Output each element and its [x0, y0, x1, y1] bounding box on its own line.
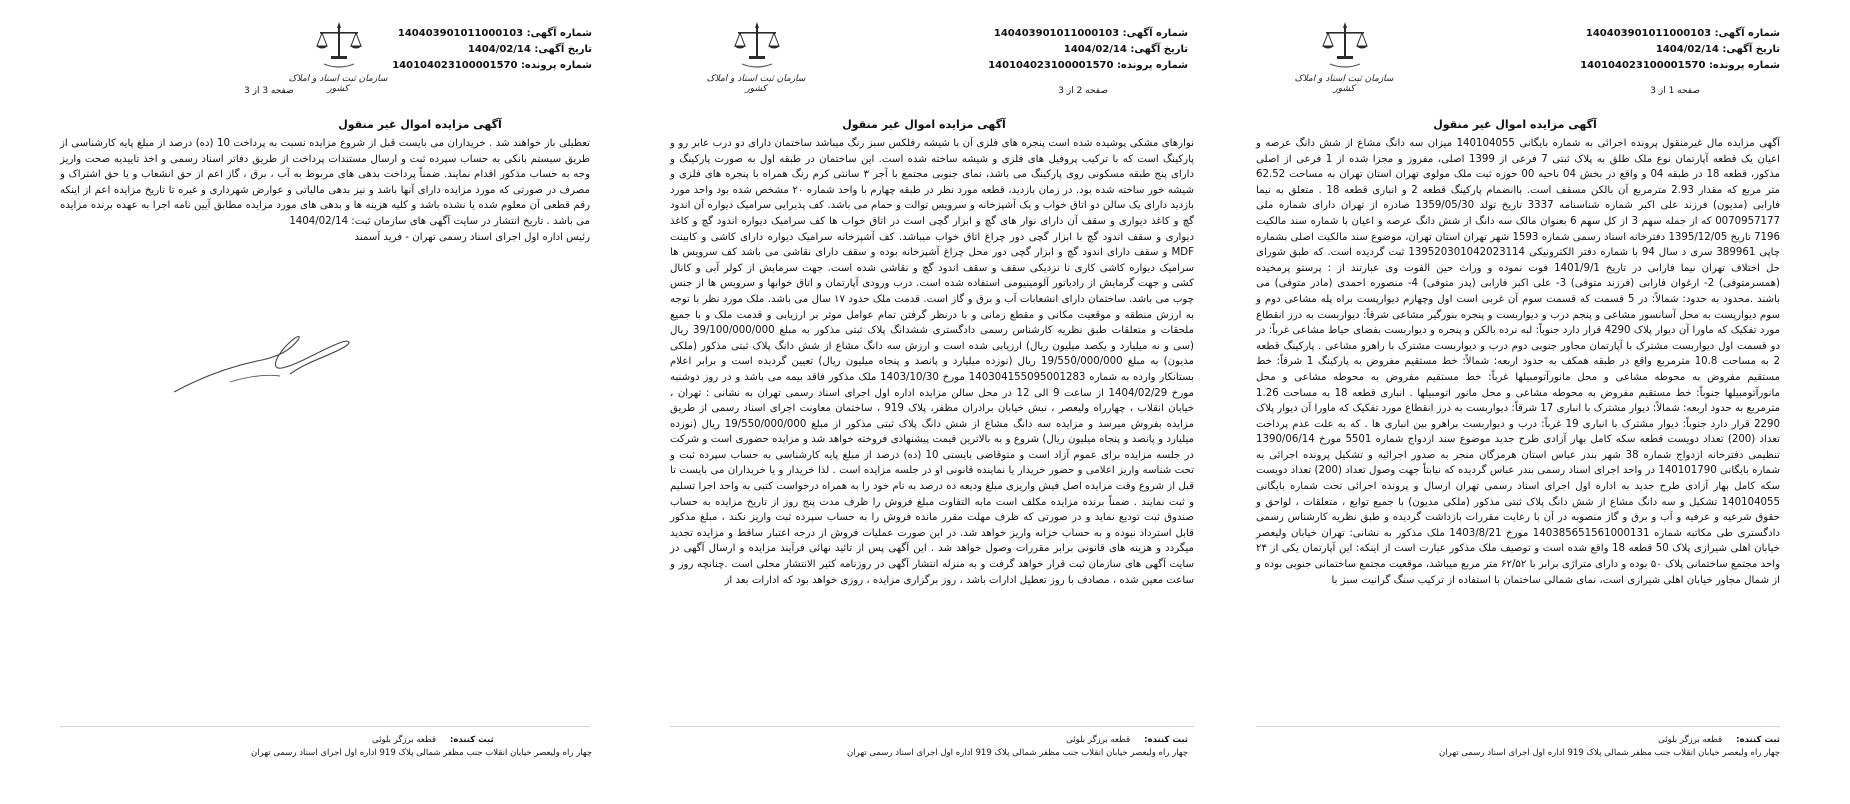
- file-number: 140104023100001570: [1580, 60, 1706, 71]
- notice-number: 140403901011000103: [1585, 28, 1712, 39]
- registrar: ثبت کننده:قطعه برزگر بلوئی: [372, 735, 494, 745]
- judiciary-emblem-icon: [722, 18, 792, 74]
- notice-meta: شماره آگهی: 140403901011000103 تاریخ آگهی: 1404/02/14 شماره پرونده: 140104023100001570: [988, 28, 1188, 71]
- notice-body: آگهی مزایده مال غیرمنقول پرونده اجرائی به شماره بایگانی 140104055 میزان سه دانگ مشاع از شش دانگ عرصه و اعیان یک قطعه آپارتمان نوع ملک طلق به پلاک ثبتی 7 فرعی از 1399 اصلی، مفروز و مجزا شده از 1 فرعی از اصلی مذکور، قطعه 18 در طبقه 04 و واقع در بخش 04 ناحیه 00 حوزه ثبت ملک مولوی تهران استان تهران به مساحت 62.52 متر مربع که مقدار 2.93 مترمربع آن بالکن مسقف است. باانضمام پارکینگ قطعه 2 و انباری قطعه 18 . متعلق به نیما فارابی (مدیون) فرزند علی اکبر شماره شناسنامه 3337 تاریخ تولد 1359/05/30 صادره از تهران دارای شماره ملی 0070957177 که از جمله سهم 3 از کل سهم 6 بعنوان مالک سه دانگ از شش دانگ عرصه و اعیان با شماره سند مالکیت 7196 تاریخ 1395/12/05 دفترخانه اسناد رسمی شماره 1593 شهر تهران استان تهران، موضوع سند مالکیت اصلی بشماره چاپی 389961 سری د سال 94 با شماره دفتر الکترونیکی 139520301042023114 ثبت گردیده است. که طبق شورای حل اختلاف تهران نیما فارابی در تاریخ 1401/9/1 فوت نموده و وراث حین الفوت وی عبارتند از : پرستو پرمخیده (همسرمتوفی) 2- ارغوان فارابی (فرزند متوفی) 3- علی اکبر فارابی (پدر متوفی) 4- منصوره احمدی (مادر متوفی) می باشند .محدود به حدود: شمالاً: در 5 قسمت که قسمت سوم آن غربی است اول وچهارم دیوارپست براه پله مشاعی دوم و سوم دیوارپست به محل آسانسور مشاعی و پنجم درب و دیواربست و پنجره بنورگیر مشاعی شرقاً: دیواربست به درز انقطاع مورد تفکیک که ماورا آن دیوار پلاک 4290 قرار دارد جنوباً: لبه نرده بالکن و پنجره و دیواربست بفضای حیاط مشاعی غرباً: در دو قسمت اول دیواربست مشترک با آپارتمان مجاور جنوبی دوم درب و دیواربست مشترک با راهرو مشاعی . پارکینگ قطعه 2 به مساحت 10.8 مترمربع واقع در طبقه همکف به حدود اربعه: شمالاً: خط مستقیم مفروض به پارکینگ 1 شرقاً: خط مستقیم مفروض به محوطه مشاعی و محل مانورآتومبیلها غرباً: خط مستقیم مفروض به محوطه مشاعی و محل مانورآتومبیلها جنوباً: خط مستقیم مفروض به محوطه مشاعی و محل مانور اتومبیلها . انباری قطعه 18 به مساحت 1.26 مترمربع به حدود اربعه: شمالاً: دیوار مشترک با انباری 17 شرقاً: دیواربست به درز انقطاع مورد تفکیک که ماورا آن دیوار پلاک 2290 قرار دارد جنوباً: دیوار مشترک با انباری 19 غرباً: درب و دیواربست براهرو بین انباری ها . که به علت عدم پرداخت تعداد (200) تعداد دویست قطعه سکه کامل بهار آزادی طرح جدید موضوع سند ازدواج شماره 5501 مورخ 1390/06/14 تنظیمی دفترخانه ازدواج شماره 38 شهر بندر عباس استان هرمزگان منجر به صدور اجرائیه و تشکیل پرونده اجرائی به شماره بایگانی 140101790 در واحد اجرای اسناد رسمی بندر عباس گردیده که نیابتاً جهت وصول تعداد (200) تعداد دویست سکه کامل بهار آزادی طرح جدید به اداره اول اجرای اسناد رسمی تهران ارسال و پرونده اجرائی تحت شماره بایگانی 140104055 تشکیل و سه دانگ مشاع از شش دانگ پلاک ثبتی مذکور (ملکی مدیون) با جمیع توابع ، متعلقات ، لواحق و حقوق شرعیه و عرفیه و آب و برق و گاز منصوبه در آن با رعایت مقررات بازداشت گردیده و طبق نظریه کارشناس رسمی دادگستری طی مکاتبه شماره 140385651561000131 مورخ 1403/8/21 ملک مذکور به نشانی: تهران خیابان ولیعصر خیابان اهلی شیرازی پلاک 50 قطعه 18 واقع شده است و توصیف ملک مذکور عبارت است از اینکه: این آپارتمان یکی از ۲۴ واحد مجتمع ساختمانی پلاک ۵۰ بوده و دارای متراژی برابر با ۶۲/۵۲ متر مربع میباشد، موقعیت مجتمع ساختمانی جنوبی بوده و از شمال مجاور خیابان اهلی شیرازی است، نمای شمالی ساختمان با استفاده از ترکیب سنگ گرانیت سبز با: [1256, 138, 1781, 586]
- notice-title: آگهی مزایده اموال غیر منقول: [842, 118, 1006, 131]
- footer-divider: [670, 726, 1194, 727]
- judiciary-emblem-icon: [1310, 18, 1380, 74]
- page-number: صفحه 1 از 3: [1650, 86, 1700, 96]
- notice-body: نوارهای مشکی پوشیده شده است پنجره های فلزی آن با شیشه رفلکس سبز رنگ میباشد ساختمان دارای دو درب عابر رو و پارکینگ است که با ترکیب پروفیل های فلزی و شیشه ساخته شده است. این ساختمان در طبقه اول به صورت پارکینگ و دارای پنج طبقه مسکونی روی پارکینگ می باشد، نمای جنوبی مجتمع با آجر ۳ سانتی کرم رنگ همراه با پنجره های فلزی و شیشه خور ساخته شده بود. در زمان بازدید، قطعه مورد نظر در طبقه چهارم با واحد شماره ۲۰ مشخص شده بود واحد مورد بازدید دارای یک سالن دو اتاق خواب و یک آشپزخانه و سرویس توالت و حمام می باشد. کف پذیرایی سرامیک دیواره آن اندود گچ و کاغذ دیواری و سقف آن دارای نوار های گچ و ابزار گچی است در اتاق خواب ها کف سرامیک دیواره اندود گچ و کاغذ دیواری و سقف اندود گچ با ابزار گچی دور چراغ اتاق خواب میباشد. کف آشپزخانه سرامیک دیواره دارای کاشی و کابینت MDF و سقف دارای اندود گچ و ابزار گچی دور محل چراغ آشپزخانه بوده و سقف دارای نقاشی می باشد کف سرویس ها سرامیک دیواره کاشی کاری تا نزدیکی سقف و سقف اندود گچ و نقاشی شده است. جهت سرمایش از کولر آبی و کانال کشی و جهت گرمایش از رادیاتور آلومینیومی استفاده شده است. درب ورودی آپارتمان و اتاق خوابها و سرویس ها از جنس چوب می باشد. ساختمان دارای انشعابات آب و برق و گاز است. قدمت ملک حدود ۱۷ سال می باشد. ملک مورد نظر با توجه به ارزش منطقه و موقعیت مکانی و مقطع زمانی و با درنظر گرفتن تمام عوامل موثر بر ارزیابی و قدمت ملک و با جمیع ملحقات و متعلقات طبق نظریه کارشناس رسمی دادگستری ششدانگ پلاک ثبتی مذکور به مبلغ 39/100/000/000 ریال (سی و نه میلیارد و یکصد میلیون ریال) ارزیابی شده است و ارزش سه دانگ مشاع از شش دانگ پلاک ثبتی مذکور (ملکی مدیون) به مبلغ 19/550/000/000 ریال (نوزده میلیارد و پانصد و پنجاه میلیون ریال) تعیین گردیده است و برابر اعلام بستانکار وارده به شماره 140304155095001283 مورخ 1403/10/30 ملک مذکور فاقد بیمه می باشد و در روز دوشنبه مورخ 1404/02/29 از ساعت 9 الی 12 در محل سالن مزایده اداره اول اجرای اسناد رسمی تهران به نشانی : تهران ، خیابان انقلاب ، چهارراه ولیعصر ، نبش خیابان برادران مظفر، پلاک 919 ، ساختمان معاونت اجرای اسناد رسمی از طریق مزایده بفروش میرسد و مزایده سه دانگ مشاع از شش دانگ پلاک ثبتی مذکور از مبلغ 19/550/000/000 ریال (نوزده میلیارد و پانصد و پنجاه میلیون ریال) شروع و به بالاترین قیمت پیشنهادی فروخته خواهد شد و مزایده حضوری است و شرکت در جلسه مزایده برای عموم آزاد است و متوقاضی بایستی 10 (ده) درصد از مبلغ پایه کارشناسی به حساب سپرده ثبت و تحت شناسه واریز اعلامی و حضور خریدار یا نماینده قانونی او در جلسه مزایده است . لذا خریدار و یا خریداران می بایست تا قبل از شروع وقت مزایده اصل فیش واریزی مبلغ ودیعه ده درصد به نام خود را به همراه درخواست کتبی به واحد اجرا تسلیم و ثبت نمایند . ضمناً برنده مزایده مکلف است مابه التفاوت مبلغ فروش را ظرف مدت پنج روز از تاریخ مزایده به حساب صندوق ثبت تودیع نماید و در صورتی که ظرف مهلت مقرر مانده فروش را به حساب سپرده ثبت واریز نکند ، مبلغ مذکور قابل استرداد نبوده و به حساب خزانه واریز خواهد شد. در این صورت عملیات فروش از درجه اعتبار ساقط و مزایده تجدید میگردد و هزینه های قانونی برابر مقررات وصول خواهد شد . این آگهی پس از تائید نهائی فرآیند مزایده و ارسال آگهی در سایت آگهی های سازمان ثبت قرار خواهد گرفت و به منزله انتشار آگهی در روزنامه کثیر الانتشار محلی است .چنانچه روز و ساعت معین شده ، مصادف با روز تعطیل ادارات باشد ، روز برگزاری مزایده ، روزی خواهد بود که ادارات بعد از: [670, 138, 1195, 586]
- file-number: 140104023100001570: [392, 60, 518, 71]
- page-number: صفحه 3 از 3: [244, 86, 294, 96]
- handwritten-signature: [170, 330, 360, 400]
- notice-title: آگهی مزایده اموال غیر منقول: [1433, 118, 1597, 131]
- registrar: ثبت کننده:قطعه برزگر بلوئی: [1658, 735, 1780, 745]
- footer-divider: [1256, 726, 1780, 727]
- office-address: چهار راه ولیعصر خیابان انقلاب جنب مظفر شمالی پلاک 919 اداره اول اجرای اسناد رسمی تهران: [1439, 748, 1780, 758]
- notice-meta: شماره آگهی: 140403901011000103 تاریخ آگهی: 1404/02/14 شماره پرونده: 140104023100001570: [1580, 28, 1780, 71]
- notice-page-2: [660, 0, 1260, 804]
- notice-number: 140403901011000103: [397, 28, 524, 39]
- notice-date: 1404/02/14: [467, 44, 531, 55]
- notice-date: 1404/02/14: [1655, 44, 1719, 55]
- org-name: سازمان ثبت اسناد و املاک کشور: [706, 74, 806, 94]
- notice-body: تعطیلی باز خواهند شد . خریداران می بایست قبل از شروع مزایده نسبت به پرداخت 10 (ده) درصد از مبلغ پایه کارشناسی از طریق سیستم بانکی به حساب سپرده ثبت و ارسال مستندات پرداخت از طریق دفاتر اسناد رسمی و اخذ تاییدیه صحت واریز وجه به حساب مذکور اقدام نمایند. ضمناً پرداخت بدهی های مربوط به آب ، برق ، گاز اعم از حق انشعاب و یا حق اشتراک و مصرف در صورتی که مورد مزایده دارای آنها باشد و نیز بدهی مالیاتی و عوارض شهرداری و غیره تا تاریخ مزایده اعم از اینکه رقم قطعی آن معلوم شده یا نشده باشد و کلیه هزینه ها و بدهی های مورد مزایده مطابق آیین نامه اجرا به عهده برنده مزایده می باشد . تاریخ انتشار در سایت آگهی های سازمان ثبت: 1404/02/14 رئیس اداره اول اجرای اسناد رسمی تهران - فرید آسمند: [60, 138, 590, 243]
- page-number: صفحه 2 از 3: [1058, 86, 1108, 96]
- notice-title: آگهی مزایده اموال غیر منقول: [338, 118, 502, 131]
- office-address: چهار راه ولیعصر خیابان انقلاب جنب مظفر شمالی پلاک 919 اداره اول اجرای اسناد رسمی تهران: [847, 748, 1188, 758]
- notice-date: 1404/02/14: [1063, 44, 1127, 55]
- notice-meta: شماره آگهی: 140403901011000103 تاریخ آگهی: 1404/02/14 شماره پرونده: 140104023100001570: [392, 28, 592, 71]
- notice-page-3: [0, 0, 660, 804]
- org-name: سازمان ثبت اسناد و املاک کشور: [1294, 74, 1394, 94]
- notice-page-1: [1250, 0, 1850, 804]
- footer-divider: [60, 726, 590, 727]
- notice-number: 140403901011000103: [993, 28, 1120, 39]
- registrar: ثبت کننده:قطعه برزگر بلوئی: [1066, 735, 1188, 745]
- org-name: سازمان ثبت اسناد و املاک کشور: [288, 74, 388, 94]
- office-address: چهار راه ولیعصر خیابان انقلاب جنب مظفر شمالی پلاک 919 اداره اول اجرای اسناد رسمی تهران: [251, 748, 592, 758]
- closing-signature-line: رئیس اداره اول اجرای اسناد رسمی تهران - فرید آسمند: [354, 231, 590, 243]
- file-number: 140104023100001570: [988, 60, 1114, 71]
- judiciary-emblem-icon: [304, 18, 374, 74]
